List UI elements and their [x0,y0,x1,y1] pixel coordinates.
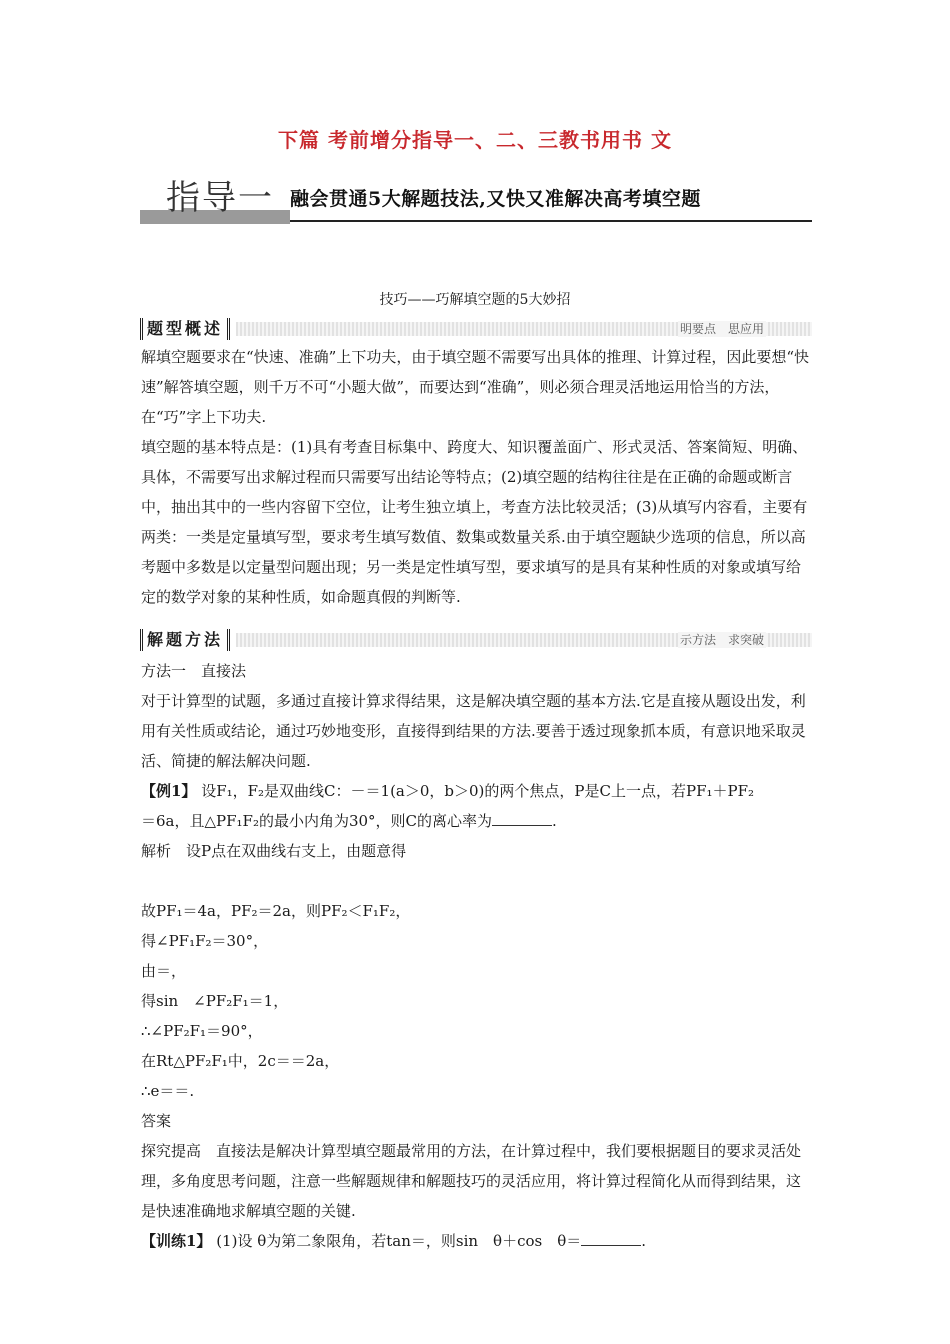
banner-subtitle: 融会贯通5大解题技法,又快又准解决高考填空题 [290,188,701,210]
paragraph: 填空题的基本特点是：(1)具有考查目标集中、跨度大、知识覆盖面广、形式灵活、答案简短、明确、具体，不需要写出求解过程而只需要写出结论等特点；(2)填空题的结构往往是在正确的命题或断言中，抽出其中的一些内容留下空位，让考生独立填上，考查方法比较灵活；(3)从填写内容看，主要有两类：一类是定量填写型，要求考生填写数值、数集或数量关系.由于填空题缺少选项的信息，所以高考题中多数是以定量型问题出现；另一类是定性填写型，要求填写的是具有某种性质的对象或填写给定的数学对象的某种性质，如命题真假的判断等. [141,438,808,606]
solution-line: 得sin ∠PF₂F₁＝1， [141,992,289,1010]
banner-label: 指导一 [166,178,274,218]
document-title: 下篇 考前增分指导一、二、三教书用书 文 [278,128,672,152]
section-label: 题型概述 [140,318,230,340]
example-text: 设F₁，F₂是双曲线C：－＝1(a＞0，b＞0)的两个焦点，P是C上一点，若PF₁＋PF₂ [196,782,755,800]
section-tagline: 明要点 思应用 [679,322,764,336]
answer-blank [492,811,552,826]
section-subtitle: 技巧——巧解填空题的5大妙招 [379,292,571,308]
solution-line: ∴∠PF₂F₁＝90°， [141,1022,263,1040]
methods-body [141,656,811,1256]
section-header-overview [140,318,812,340]
solution-line: ∴e＝＝. [141,1082,195,1100]
paragraph: 解填空题要求在“快速、准确”上下功夫，由于填空题不需要写出具体的推理、计算过程，因此要想“快速”解答填空题，则千万不可“小题大做”，而要达到“准确”，则必须合理灵活地运用恰当的方法，在“巧”字上下功夫. [141,348,810,426]
solution-line: 在Rt△PF₂F₁中，2c＝＝2a， [141,1052,340,1070]
example-tag: 【例1】 [141,782,197,800]
example-line [141,776,811,806]
insight-paragraph: 探究提高 直接法是解决计算型填空题最常用的方法，在计算过程中，我们要根据题目的要求灵活处理，多角度思考问题，注意一些解题规律和解题技巧的灵活应用，将计算过程简化从而得到结果，这是快速准确地求解填空题的关键. [141,1142,802,1220]
analysis-title: 解析 设P点在双曲线右支上，由题意得 [141,842,407,860]
example-line [141,806,811,836]
solution-line: 由＝， [141,962,187,980]
section-tagline: 示方法 求突破 [679,633,764,647]
spacer [141,866,811,896]
section-header-methods [140,629,812,651]
banner-rule [290,220,812,222]
training-tag: 【训练1】 [141,1232,212,1250]
method-description: 对于计算型的试题，多通过直接计算求得结果，这是解决填空题的基本方法.它是直接从题设出发，利用有关性质或结论，通过巧妙地变形，直接得到结果的方法.要善于透过现象抓本质，有意识地采取灵活、简捷的解法解决问题. [141,692,806,770]
period: . [552,812,557,830]
period: . [641,1232,647,1250]
answer-blank [581,1231,641,1246]
guide-banner [140,176,812,228]
training-text: (1)设 θ为第二象限角，若tan＝，则sin θ＋cos θ＝ [211,1232,582,1250]
training-line [141,1226,811,1256]
overview-body [141,342,811,612]
example-text: ＝6a，且△PF₁F₂的最小内角为30°，则C的离心率为 [141,812,493,830]
solution-line: 故PF₁＝4a，PF₂＝2a，则PF₂＜F₁F₂， [141,902,411,920]
section-label: 解题方法 [140,629,230,651]
method-title: 方法一 直接法 [141,662,247,680]
answer-label: 答案 [141,1112,172,1130]
solution-line: 得∠PF₁F₂＝30°， [141,932,269,950]
